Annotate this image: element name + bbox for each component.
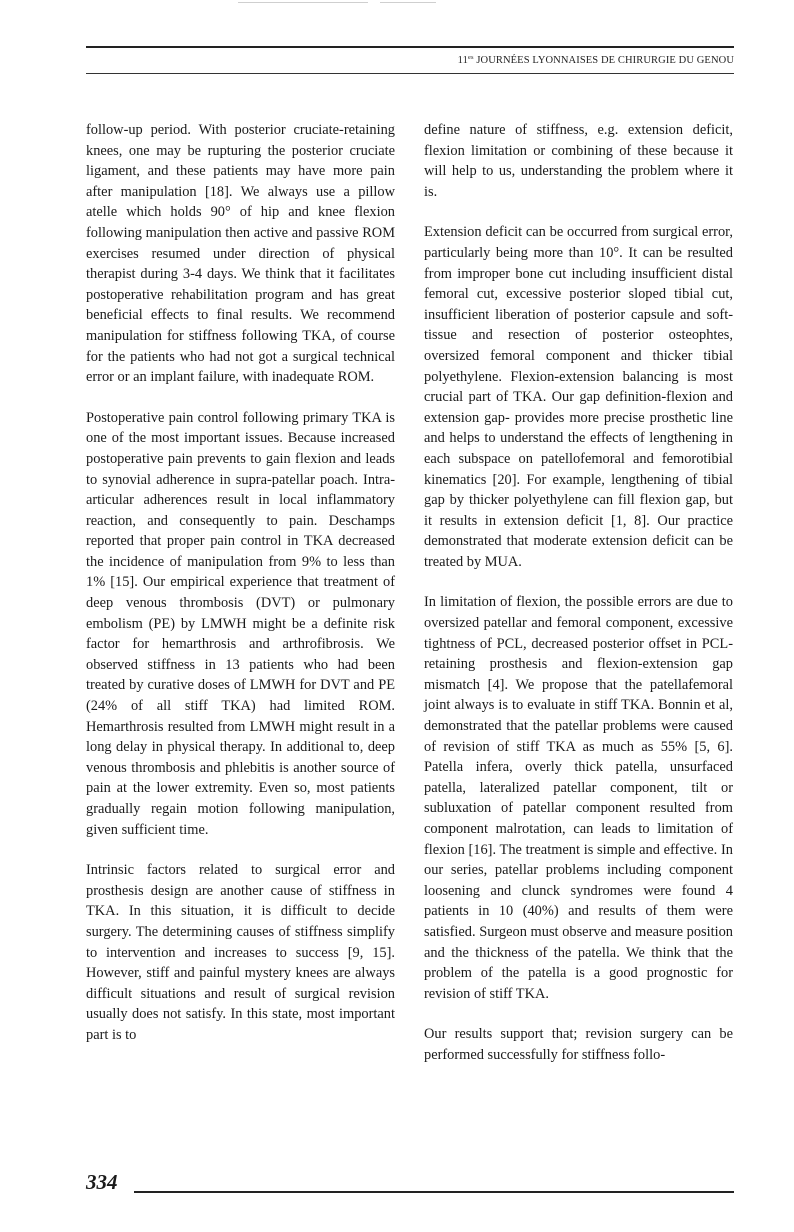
paragraph: In limitation of flexion, the possible errors are due to oversized patellar and femoral component, excessive tightness of PCL, decreased posterior offset in PCL-retaining prosthesis and flexion-extension gap mismatch [4]. We propose that the patellafemoral joint always is to evaluate in stiff TKA. Bonnin et al, demonstrated that the patellar problems were caused of revision of stiff TKA as much as 55% [5, 6]. Patella infera, overly thick patella, unsurfaced patella, lateralized patellar component, tilt or subluxation of patellar component resulted from component malrotation, can leads to limitation of flexion [16]. The treatment is simple and effective. In our series, patellar problems including component loosening and clunck syndromes were found 4 patients in 10 (40%) and results of them were satisfied. Surgeon must observe and measure position and the thickness of the patella. We think that the problem of the patella is a good prognostic for revision of stiff TKA.: [424, 594, 733, 1002]
right-column: [424, 120, 733, 1086]
left-column: [86, 120, 395, 1066]
paragraph: define nature of stiffness, e.g. extension deficit, flexion limitation or combining of these because it will help to us, understanding the problem where it is.: [424, 122, 733, 200]
paragraph: Postoperative pain control following primary TKA is one of the most important issues. Because increased postoperative pain prevents to gain flexion and leads to synovial adherence in supra-patellar poach. Intra-articular adherences result in local inflammatory reaction, and consequently to pain. Deschamps reported that proper pain control in TKA decreased the incidence of manipulation from 9% to less than 1% [15]. Our empirical experience that treatment of deep venous thrombosis (DVT) or pulmonary embolism (PE) by LMWH might be a definite risk factor for hemarthrosis and arthrofibrosis. We observed stiffness in 13 patients who had been treated by curative doses of LMWH for DVT and PE (24% of all stiff TKA) had limited ROM. Hemarthrosis resulted from LMWH might result in a long delay in physical therapy. In additional to, deep venous thrombosis and phlebitis is another source of pain at the lower extremity. Even so, most patients gradually regain motion following manipulation, given sufficient time.: [86, 409, 395, 838]
edition-suffix: es: [467, 54, 474, 61]
journal-title: JOURNÉES LYONNAISES DE CHIRURGIE DU GENOU: [476, 55, 734, 66]
scan-artifact-line: [380, 2, 436, 3]
paragraph: Extension deficit can be occurred from surgical error, particularly being more than 10°. It can be resulted from improper bone cut including insufficient distal femoral cut, excessive posterior sloped tibial cut, insufficient liberation of posterior capsule and soft-tissue and resection of posterior osteophtes, oversized femoral component and thicker tibial polyethylene. Flexion-extension balancing is most crucial part of TKA. Our gap definition-flexion and extension gap- provides more precise prosthetic line and helps to understand the effects of lengthening in each subspace on patellofemoral and femorotibial kinematics [20]. For example, lengthening of tibial gap by thicker polyethylene can fill flexion gap, but it results in extension deficit [1, 8]. Our practice demonstrated that moderate extension deficit can be treated by MUA.: [424, 224, 733, 570]
paragraph: follow-up period. With posterior cruciate-retaining knees, one may be rupturing the posterior cruciate ligament, and these patients may have more pain after manipulation [18]. We always use a pillow atelle which holds 90° of hip and knee flexion following manipulation then active and passive ROM exercises resumed under direction of physical therapist during 3-4 days. We think that it facilitates postoperative rehabilitation program and has great beneficial effects to final results. We recommend manipulation for stiffness following TKA, of course for the patients who had not got a surgical technical error or an implant failure, with inadequate ROM.: [86, 122, 395, 386]
scan-artifact-line: [238, 2, 368, 3]
edition-number: 11: [457, 55, 468, 66]
page-number: 334: [86, 1170, 118, 1194]
footer-rule: [134, 1191, 734, 1193]
paragraph: Our results support that; revision surgery can be performed successfully for stiffness follo-: [424, 1026, 733, 1063]
running-head: [86, 54, 734, 66]
paragraph: Intrinsic factors related to surgical error and prosthesis design are another cause of stiffness in TKA. In this situation, it is difficult to decide surgery. The determining causes of stiffness simplify to intervention and increases to success [9, 15]. However, stiff and painful mystery knees are always difficult situations and result of surgical revision usually does not satisfy. In this state, most important part is to: [86, 862, 395, 1043]
header-bottom-rule: [86, 73, 734, 74]
header-top-rule: [86, 46, 734, 48]
